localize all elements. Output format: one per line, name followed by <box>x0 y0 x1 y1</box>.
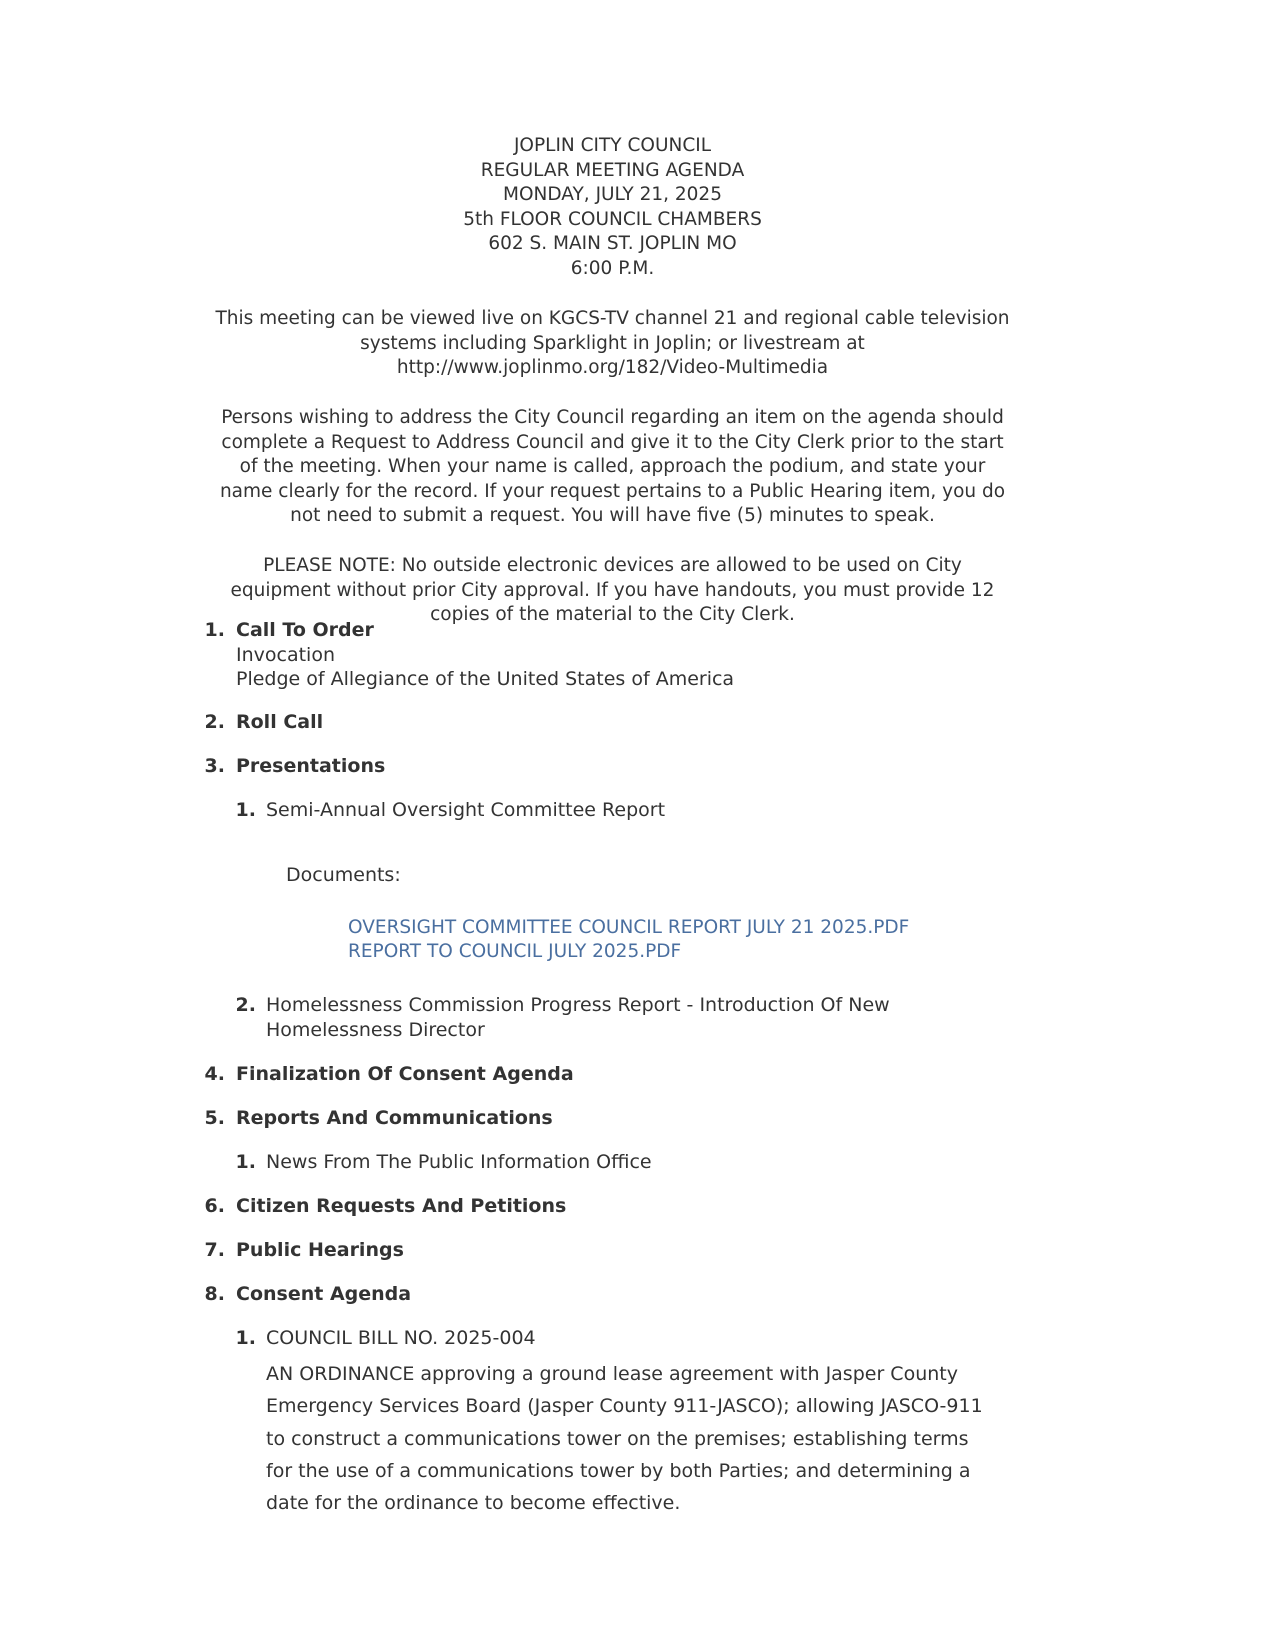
item-number: 7. <box>204 1239 225 1261</box>
ordinance-line: for the use of a communications tower by both Parties; and determining a <box>266 1459 971 1482</box>
item-title: Reports And Communications <box>236 1107 553 1129</box>
address-council-info <box>170 406 1055 529</box>
item-title: Call To Order <box>236 619 374 641</box>
meeting-location: 5th FLOOR COUNCIL CHAMBERS <box>463 208 762 230</box>
document-link-report-to-council[interactable]: REPORT TO COUNCIL JULY 2025.PDF <box>348 941 682 962</box>
item-title: Citizen Requests And Petitions <box>236 1195 567 1217</box>
documents-label: Documents: <box>286 864 401 886</box>
info-line: not need to submit a request. You will have five (5) minutes to speak. <box>290 505 935 527</box>
sub-item-number: 1. <box>235 1151 256 1173</box>
info-line: complete a Request to Address Council and give it to the City Clerk prior to the start <box>221 431 1004 453</box>
broadcast-line: systems including Sparklight in Joplin; or livestream at <box>360 332 865 354</box>
ordinance-text <box>266 1358 1066 1519</box>
item-number: 6. <box>204 1195 225 1217</box>
item-number: 3. <box>204 755 225 777</box>
council-name: JOPLIN CITY COUNCIL <box>513 135 712 156</box>
sub-item-title-continued: Homelessness Director <box>266 1019 485 1041</box>
note-line: PLEASE NOTE: No outside electronic devices are allowed to be used on City <box>263 555 962 576</box>
item-title: Consent Agenda <box>236 1283 412 1305</box>
info-line: Persons wishing to address the City Council regarding an item on the agenda should <box>221 407 1004 428</box>
item-title: Presentations <box>236 755 386 777</box>
sub-item-number: 1. <box>235 799 256 821</box>
sub-item-number: 1. <box>235 1327 256 1349</box>
livestream-url: http://www.joplinmo.org/182/Video-Multimedia <box>396 357 829 379</box>
document-link-oversight-report[interactable]: OVERSIGHT COMMITTEE COUNCIL REPORT JULY 21 2025.PDF <box>348 917 910 938</box>
sub-item-title: Homelessness Commission Progress Report - Introduction Of New <box>266 994 890 1016</box>
note-line: copies of the material to the City Clerk. <box>430 604 795 626</box>
item-title: Public Hearings <box>236 1239 404 1261</box>
item-title: Roll Call <box>236 711 324 733</box>
ordinance-line: Emergency Services Board (Jasper County 911-JASCO); allowing JASCO-911 <box>266 1395 983 1418</box>
ordinance-line: AN ORDINANCE approving a ground lease agreement with Jasper County <box>266 1363 958 1385</box>
sub-item-title: Semi-Annual Oversight Committee Report <box>266 799 666 821</box>
item-number: 4. <box>204 1063 225 1085</box>
meeting-address: 602 S. MAIN ST. JOPLIN MO <box>488 233 737 255</box>
info-line: name clearly for the record. If your request pertains to a Public Hearing item, you do <box>219 480 1006 502</box>
broadcast-line: This meeting can be viewed live on KGCS-TV channel 21 and regional cable television <box>215 308 1010 329</box>
meeting-date: MONDAY, JULY 21, 2025 <box>503 184 722 206</box>
item-number: 1. <box>204 619 225 641</box>
item-number: 8. <box>204 1283 225 1305</box>
broadcast-info <box>170 307 1055 381</box>
sub-line-pledge: Pledge of Allegiance of the United States of America <box>236 668 735 690</box>
please-note <box>170 554 1055 628</box>
item-number: 5. <box>204 1107 225 1129</box>
item-number: 2. <box>204 711 225 733</box>
council-bill-number: COUNCIL BILL NO. 2025-004 <box>266 1327 536 1349</box>
ordinance-line: date for the ordinance to become effective. <box>266 1492 681 1515</box>
sub-line-invocation: Invocation <box>236 644 335 666</box>
ordinance-line: to construct a communications tower on the premises; establishing terms <box>266 1427 969 1450</box>
sub-item-number: 2. <box>235 994 256 1016</box>
meeting-time: 6:00 P.M. <box>570 257 655 279</box>
note-line: equipment without prior City approval. If you have handouts, you must provide 12 <box>230 579 995 601</box>
agenda-header <box>170 134 1055 282</box>
info-line: of the meeting. When your name is called, approach the podium, and state your <box>239 456 986 478</box>
item-title: Finalization Of Consent Agenda <box>236 1063 574 1085</box>
sub-item-title: News From The Public Information Office <box>266 1151 652 1173</box>
meeting-type: REGULAR MEETING AGENDA <box>480 159 745 181</box>
